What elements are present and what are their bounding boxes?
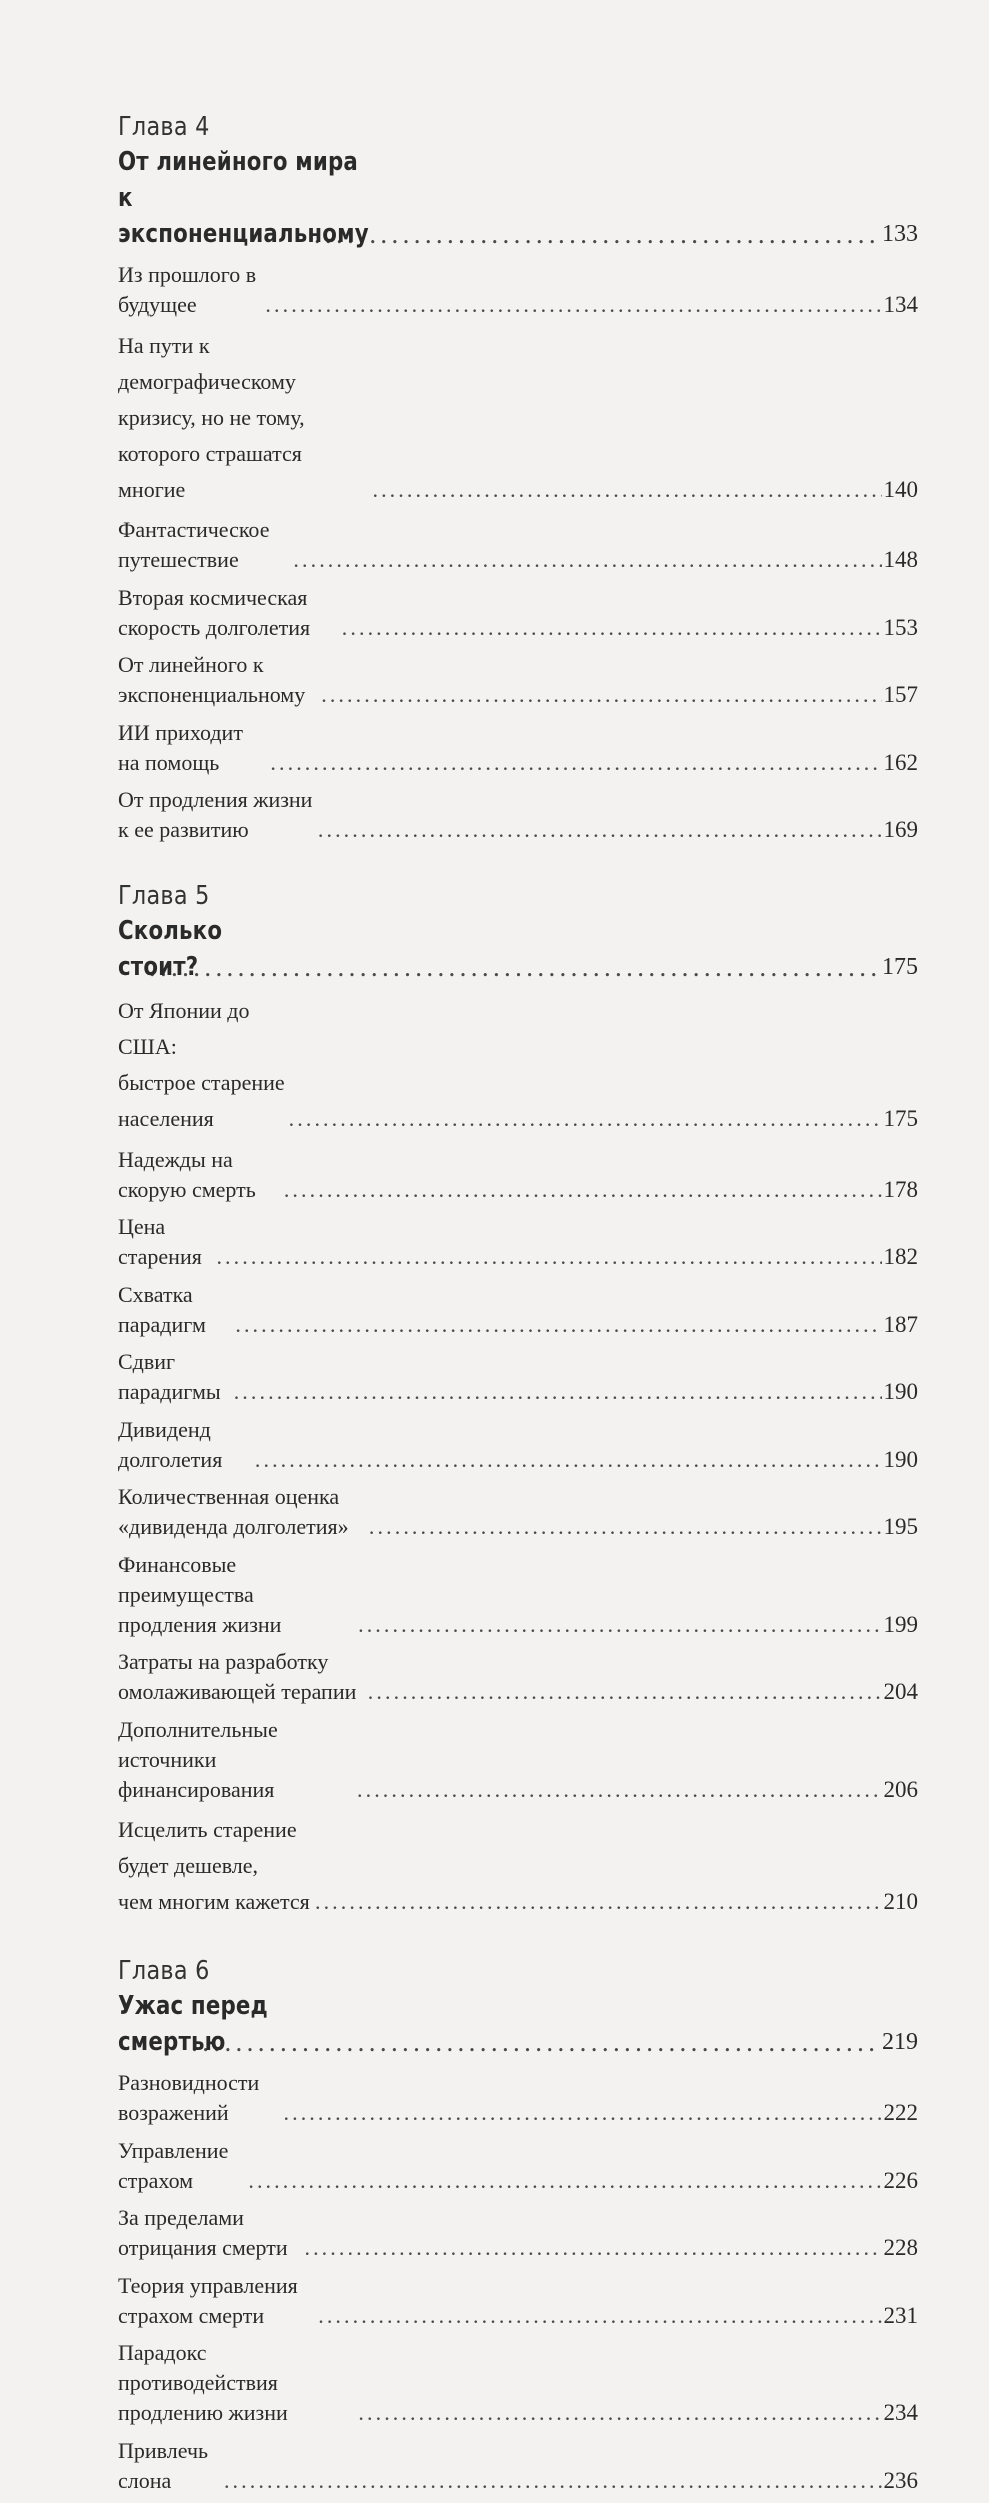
entry-title: Финансовые преимущества продления жизни [118,1551,282,1637]
table-of-contents [118,110,918,2503]
dot-leader [342,613,882,643]
toc-entry [118,1145,918,1205]
page-number: 178 [883,1176,918,1202]
chapter-5 [118,879,918,1920]
dot-leader [321,680,881,710]
toc-entry [118,2436,918,2496]
page-number: 236 [883,2467,918,2493]
toc-entry [118,1415,918,1475]
page-number: 175 [883,1106,918,1131]
dot-leader [235,1310,881,1340]
page-number: 140 [883,476,918,502]
entry-title: Исцелить старение будет дешевле, чем многим кажется [118,1817,310,1914]
page-number: 190 [883,1446,918,1472]
entry-title: За пределами отрицания смерти [118,2205,288,2260]
dot-leader [216,1242,881,1272]
page-number: 204 [883,1679,918,1704]
chapter-title-entry [118,913,918,985]
page-number: 195 [883,1514,918,1539]
entry-title: Дивиденд долголетия [118,1416,223,1472]
entry-title: Теория управления страхом смерти [118,2272,298,2328]
dot-leader [318,815,882,845]
dot-leader [270,748,881,778]
entry-title: Вторая космическая скорость долголетия [118,584,311,640]
toc-entry [118,515,918,575]
dot-leader [358,1610,881,1640]
entry-title: От продления жизни к ее развитию [118,787,313,842]
chapter-title-entry [118,1988,918,2060]
page-number: 187 [883,1311,918,1337]
dot-leader [304,2233,881,2263]
chapter-6 [118,1954,918,2496]
page-number: 134 [883,292,918,317]
toc-entry [118,1280,918,1340]
entry-title: Привлечь слона [118,2437,209,2493]
page-number: 190 [883,1379,918,1404]
toc-entry [118,583,918,643]
entry-title: Сдвиг парадигмы [118,1349,221,1404]
chapter-label: Глава 5 [118,881,210,911]
chapter-label: Глава 4 [118,112,210,142]
page-number: 133 [882,221,918,247]
toc-entry [118,2338,918,2428]
entry-title: Разновидности возражений [118,2070,260,2125]
entry-title: Из прошлого в будущее [118,262,257,317]
page-number: 148 [883,547,918,572]
page-number: 219 [882,2029,918,2055]
page-number: 182 [883,1244,918,1269]
toc-entry [118,993,918,1137]
page-number: 234 [883,2400,918,2425]
toc-entry [118,650,918,710]
dot-leader [318,2301,881,2331]
entry-title: Дополнительные источники финансирования [118,1716,278,1802]
dot-leader [314,216,880,252]
dot-leader [289,1101,882,1137]
dot-leader [248,2166,881,2196]
page-number: 206 [883,1776,918,1802]
chapter-title-entry [118,144,918,252]
entry-title: ИИ приходит на помощь [118,719,243,775]
page-number: 175 [882,954,918,980]
page-number: 157 [883,682,918,707]
page-number: 228 [883,2235,918,2260]
toc-entry [118,328,918,508]
page-number: 169 [883,817,918,842]
page-number: 153 [883,614,918,640]
chapter-title: Сколько стоит? [118,916,223,982]
page-number: 162 [883,749,918,775]
dot-leader [368,1677,882,1707]
toc-entry [118,2136,918,2196]
entry-title: Управление страхом [118,2137,229,2193]
toc-entry [118,1347,918,1407]
dot-leader [293,545,881,575]
toc-entry [118,1482,918,1542]
dot-leader [315,1884,882,1920]
page-number: 226 [883,2167,918,2193]
dot-leader [369,1512,882,1542]
dot-leader [265,290,881,320]
chapter-title: Ужас перед смертью [118,1991,268,2057]
page-number: 210 [883,1889,918,1914]
toc-entry [118,718,918,778]
toc-entry [118,260,918,320]
toc-entry [118,2203,918,2263]
entry-title: Фантастическое путешествие [118,517,270,572]
page-number: 231 [883,2302,918,2328]
chapter-label: Глава 6 [118,1956,210,1986]
dot-leader [149,949,880,985]
entry-title: От линейного к экспоненциальному [118,652,306,707]
toc-entry [118,1647,918,1707]
dot-leader [357,1775,882,1805]
entry-title: Цена старения [118,1214,202,1269]
toc-entry [118,2271,918,2331]
toc-entry [118,1212,918,1272]
entry-title: Надежды на скорую смерть [118,1146,256,1202]
toc-entry [118,1715,918,1805]
page-number: 199 [883,1611,918,1637]
dot-leader [358,2398,881,2428]
chapter-title: От линейного мира к экспоненциальному [118,147,369,249]
toc-entry [118,2068,918,2128]
entry-title: Схватка парадигм [118,1281,206,1337]
dot-leader [255,1445,882,1475]
dot-leader [284,1175,882,1205]
entry-title: Парадокс противодействия продлению жизни [118,2340,288,2425]
entry-title: Количественная оценка «дивиденда долголетия» [118,1484,349,1539]
entry-title: От Японии до США: быстрое старение населения [118,998,285,1131]
page-number: 222 [883,2100,918,2125]
entry-title: На пути к демографическому кризису, но не тому, которого страшатся многие [118,332,305,502]
toc-entry [118,785,918,845]
entry-title: Затраты на разработку омолаживающей терапии [118,1649,357,1704]
toc-entry [118,1550,918,1640]
dot-leader [372,472,881,508]
dot-leader [224,2466,882,2496]
toc-entry [118,1812,918,1920]
dot-leader [234,1377,882,1407]
dot-leader [284,2098,882,2128]
dot-leader [191,2024,880,2060]
chapter-4 [118,110,918,845]
